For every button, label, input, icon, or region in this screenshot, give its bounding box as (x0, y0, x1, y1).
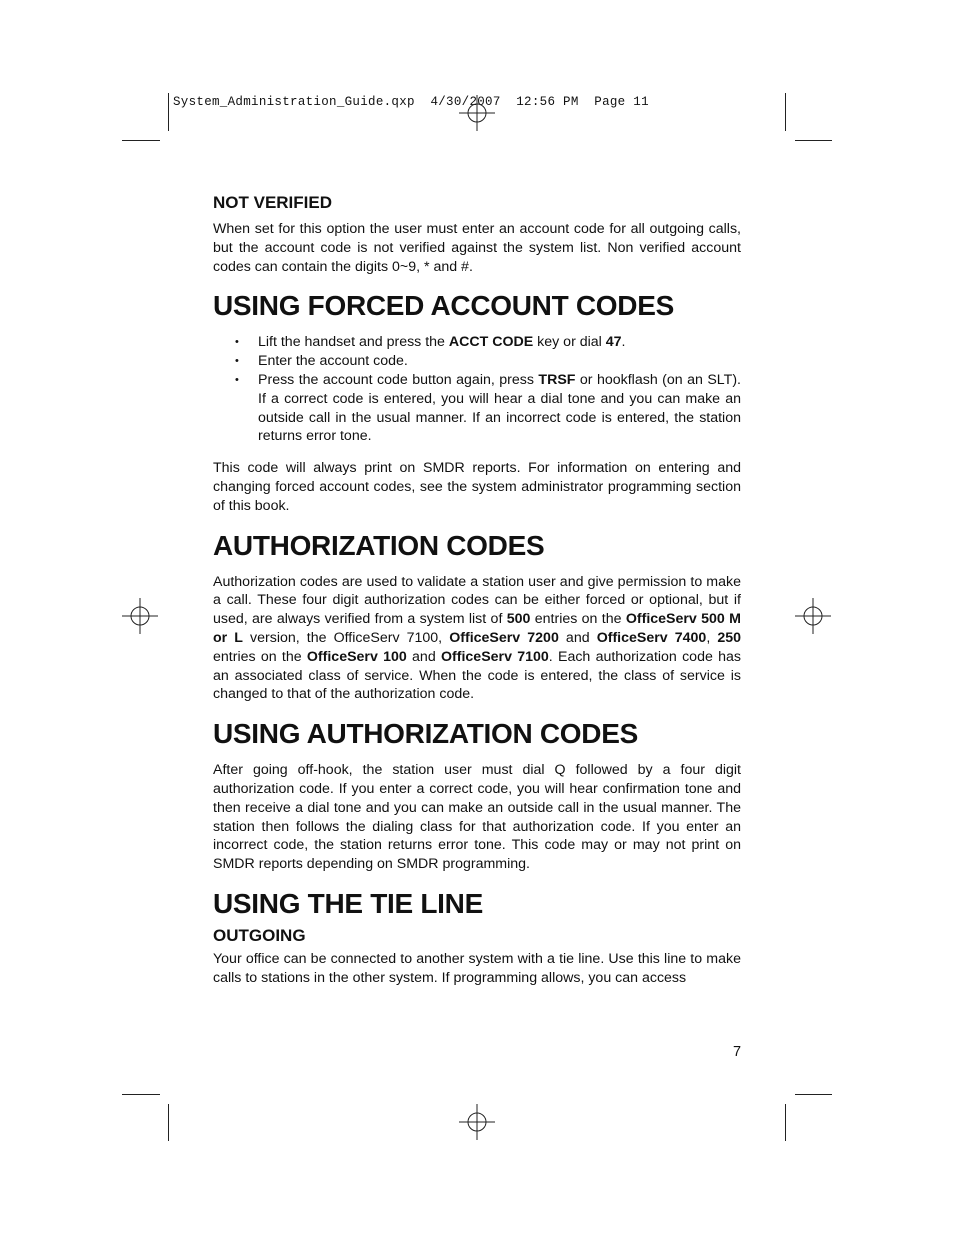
paragraph-using-authorization-codes: After going off-hook, the station user must dial Q followed by a four digit authorization code. If you enter a correct code, you will hear confirmation tone and then receive a dial tone and you can make an outside call in the usual manner. The station then follows the dialing class for that authorization code. If you enter an incorrect code, the station returns error tone. This code may or may not print on SMDR reports depending on SMDR programming. (213, 762, 741, 873)
registration-mark-icon (122, 598, 158, 634)
paragraph-authorization-codes: Authorization codes are used to validate a station user and give permission to make a call. These four digit authorization codes can be either forced or optional, but if used, are always verified from a system list of 500 entries on the OfficeServ 500 M or L version, the OfficeServ 7100, OfficeServ 7200 and OfficeServ 7400, 250 entries on the OfficeServ 100 and OfficeServ 7100. Each authorization code has an associated class of service. When the code is entered, the class of service is changed to that of the authorization code. (213, 573, 742, 703)
subheading-outgoing: OUTGOING (213, 925, 306, 945)
section-heading-authorization-codes: AUTHORIZATION CODES (213, 529, 545, 561)
forced-steps-list (213, 333, 741, 446)
paragraph-forced-smdr: This code will always print on SMDR reports. For information on entering and changing forced account codes, see the system administrator programming section of this book. (213, 460, 741, 514)
section-heading-tie-line: USING THE TIE LINE (213, 887, 483, 919)
paragraph-tie-line: Your office can be connected to another system with a tie line. Use this line to make calls to stations in the other system. If programming allows, you can access (213, 950, 741, 986)
crop-mark (168, 93, 169, 131)
print-slug: System_Administration_Guide.qxp 4/30/2007 12:56 PM Page 11 (173, 95, 649, 109)
crop-mark (785, 1104, 786, 1141)
list-item: • Press the account code button again, press TRSF or hookflash (on an SLT). If a correct code is entered, you will hear a dial tone and you can make an outside call in the usual manner. If an incorrect code is entered, the station returns error tone. (213, 371, 741, 446)
crop-mark (122, 140, 160, 141)
crop-mark (785, 93, 786, 131)
registration-mark-icon (459, 95, 495, 131)
list-item: • Lift the handset and press the ACCT CODE key or dial 47. (213, 333, 741, 352)
crop-mark (122, 1094, 160, 1095)
section-heading-not-verified: NOT VERIFIED (213, 193, 333, 212)
section-heading-using-authorization-codes: USING AUTHORIZATION CODES (213, 718, 638, 750)
registration-mark-icon (459, 1104, 495, 1140)
list-item: • Enter the account code. (213, 352, 741, 371)
crop-mark (795, 140, 832, 141)
page-number: 7 (733, 1044, 742, 1060)
paragraph-not-verified: When set for this option the user must enter an account code for all outgoing calls, but the account code is not verified against the system list. Non verified account codes can contain the digits 0~9, * and #. (213, 221, 741, 275)
section-heading-forced-account-codes: USING FORCED ACCOUNT CODES (213, 290, 674, 322)
registration-mark-icon (795, 598, 831, 634)
page-content (213, 192, 741, 1001)
crop-mark (795, 1094, 832, 1095)
crop-mark (168, 1104, 169, 1141)
